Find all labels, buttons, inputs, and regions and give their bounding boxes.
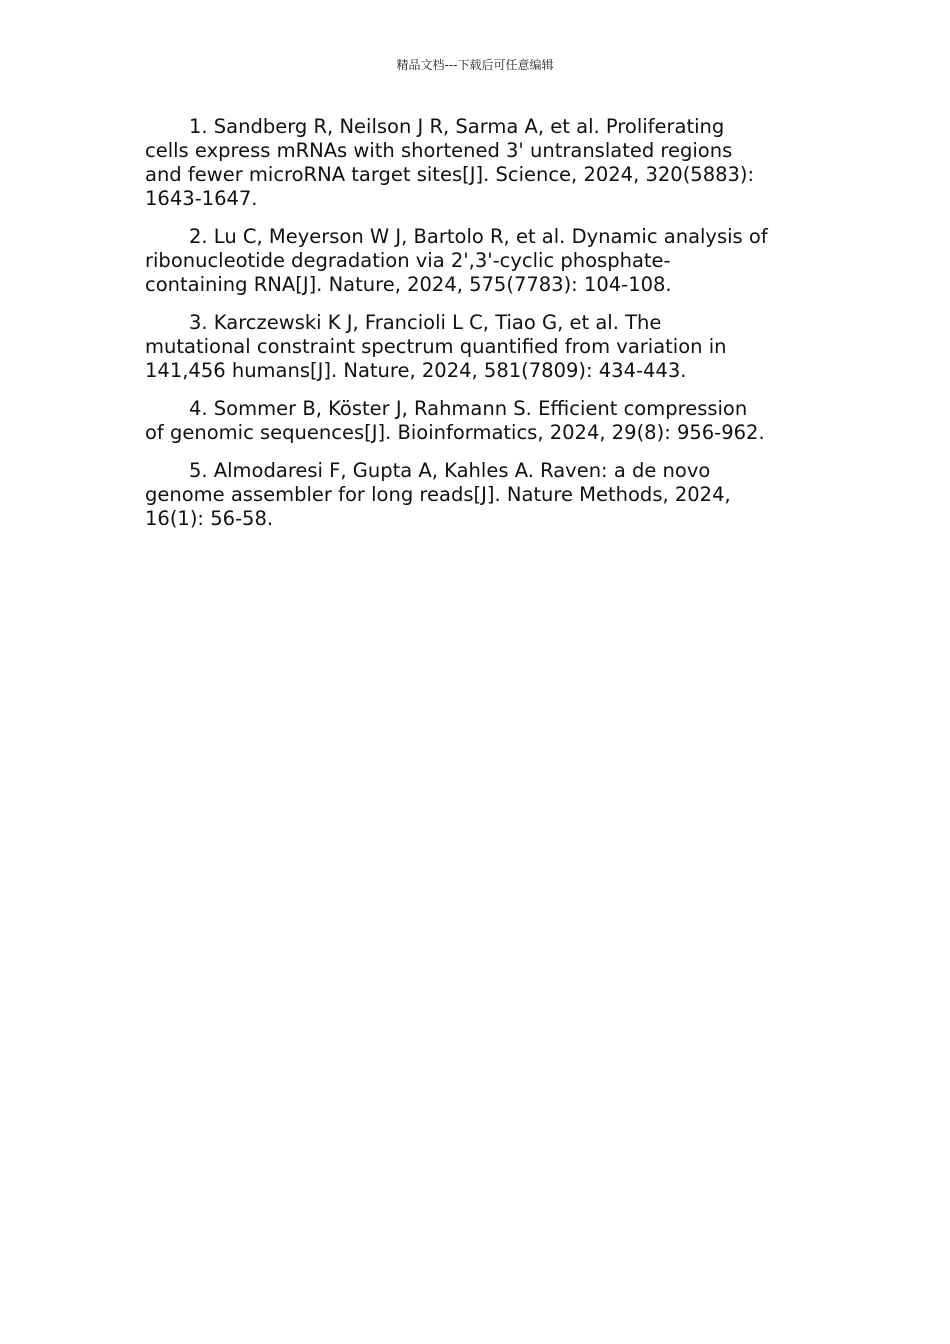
reference-item-1: 1. Sandberg R, Neilson J R, Sarma A, et al. Proliferating cells express mRNAs with shortened 3' untranslated regions and fewer microRNA target sites[J]. Science, 2024, 320(5883): 1643-1647. (145, 115, 755, 210)
reference-item-4: 4. Sommer B, Köster J, Rahmann S. Efficient compression of genomic sequences[J]. Bioinformatics, 2024, 29(8): 956-962. (145, 397, 765, 444)
reference-item-5: 5. Almodaresi F, Gupta A, Kahles A. Raven: a de novo genome assembler for long reads[J]. Nature Methods, 2024, 16(1): 56-58. (145, 459, 731, 530)
reference-item-2: 2. Lu C, Meyerson W J, Bartolo R, et al. Dynamic analysis of ribonucleotide degradation via 2',3'-cyclic phosphate- containing RNA[J]. Nature, 2024, 575(7783): 104-108. (145, 225, 768, 296)
reference-item-3: 3. Karczewski K J, Francioli L C, Tiao G, et al. The mutational constraint spectrum quantified from variation in 141,456 humans[J]. Nature, 2024, 581(7809): 434-443. (145, 311, 727, 382)
page-header-watermark: 精品文档---下载后可任意编辑 (396, 58, 554, 72)
reference-list (145, 115, 810, 545)
